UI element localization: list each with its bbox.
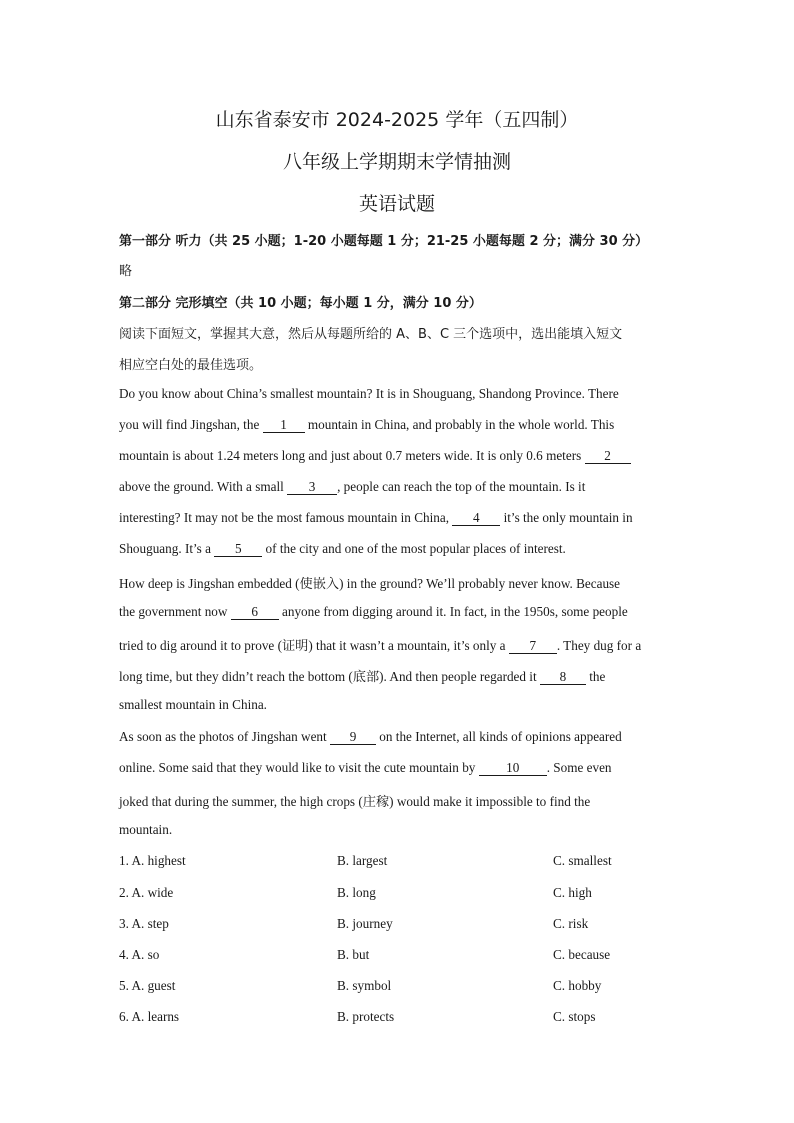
- option-c: C. stops: [553, 1009, 596, 1024]
- passage-line: Shouguang. It’s a 5 of the city and one of the most popular places of interest.: [119, 541, 566, 556]
- part2-instruction-1: 阅读下面短文，掌握其大意，然后从每题所给的 A、B、C 三个选项中，选出能填入短文: [119, 327, 623, 342]
- option-c: C. hobby: [553, 978, 602, 993]
- passage-line: mountain is about 1.24 meters long and just about 0.7 meters wide. It is only 0.6 meters 2: [119, 448, 631, 464]
- passage-line: Do you know about China’s smallest mountain? It is in Shouguang, Shandong Province. There: [119, 386, 619, 401]
- option-b: B. journey: [337, 916, 393, 931]
- passage-line: As soon as the photos of Jingshan went 9 on the Internet, all kinds of opinions appeared: [119, 729, 622, 744]
- option-b: B. largest: [337, 853, 388, 868]
- option-b: B. symbol: [337, 978, 392, 993]
- option-c: C. high: [553, 885, 592, 900]
- blank-7: 7: [509, 639, 557, 654]
- passage-line: How deep is Jingshan embedded (使嵌入) in the ground? We’ll probably never know. Because: [119, 576, 621, 591]
- option-a: 1. A. highest: [119, 853, 186, 868]
- passage-line: joked that during the summer, the high crops (庄稼) would make it impossible to find the: [119, 794, 591, 809]
- passage-line: above the ground. With a small 3 , people can reach the top of the mountain. Is it: [119, 479, 586, 494]
- passage-line: the government now 6 anyone from digging around it. In fact, in the 1950s, some people: [119, 604, 628, 619]
- option-c: C. because: [553, 947, 611, 962]
- blank-8: 8: [540, 670, 586, 685]
- option-c: C. smallest: [553, 853, 612, 868]
- passage-line: interesting? It may not be the most famous mountain in China, 4 it’s the only mountain in: [119, 510, 633, 525]
- option-c: C. risk: [553, 916, 589, 931]
- option-a: 3. A. step: [119, 916, 169, 931]
- option-a: 5. A. guest: [119, 978, 176, 993]
- part2-instruction-2: 相应空白处的最佳选项。: [119, 358, 263, 373]
- passage-line: long time, but they didn’t reach the bottom (底部). And then people regarded it 8 the: [119, 669, 606, 684]
- option-a: 4. A. so: [119, 947, 160, 962]
- passage-line: smallest mountain in China.: [119, 697, 267, 712]
- option-b: B. long: [337, 885, 376, 900]
- blank-1: 1: [263, 418, 305, 433]
- passage-line: online. Some said that they would like to visit the cute mountain by 10 . Some even: [119, 760, 612, 775]
- part2-heading: 第二部分 完形填空（共 10 小题；每小题 1 分，满分 10 分）: [119, 296, 482, 311]
- blank-3: 3: [287, 480, 337, 495]
- blank-4: 4: [452, 511, 500, 526]
- option-b: B. but: [337, 947, 370, 962]
- exam-title-line2: 八年级上学期期末学情抽测: [282, 151, 511, 173]
- passage-line: you will find Jingshan, the 1 mountain in China, and probably in the whole world. This: [119, 417, 615, 432]
- blank-9: 9: [330, 730, 376, 745]
- exam-title-line3: 英语试题: [358, 193, 435, 215]
- blank-10: 10: [479, 761, 547, 776]
- part1-note: 略: [119, 264, 133, 279]
- passage-line: tried to dig around it to prove (证明) that it wasn’t a mountain, it’s only a 7 . They dug for a: [119, 638, 642, 653]
- blank-6: 6: [231, 605, 279, 620]
- option-a: 2. A. wide: [119, 885, 174, 900]
- exam-title-line1: 山东省泰安市 2024-2025 学年（五四制）: [215, 109, 579, 131]
- blank-2: 2: [585, 449, 631, 464]
- option-a: 6. A. learns: [119, 1009, 180, 1024]
- part1-heading: 第一部分 听力（共 25 小题；1-20 小题每题 1 分；21-25 小题每题 2 分；满分 30 分）: [119, 234, 649, 249]
- option-b: B. protects: [337, 1009, 395, 1024]
- passage-line: mountain.: [119, 822, 173, 837]
- blank-5: 5: [214, 542, 262, 557]
